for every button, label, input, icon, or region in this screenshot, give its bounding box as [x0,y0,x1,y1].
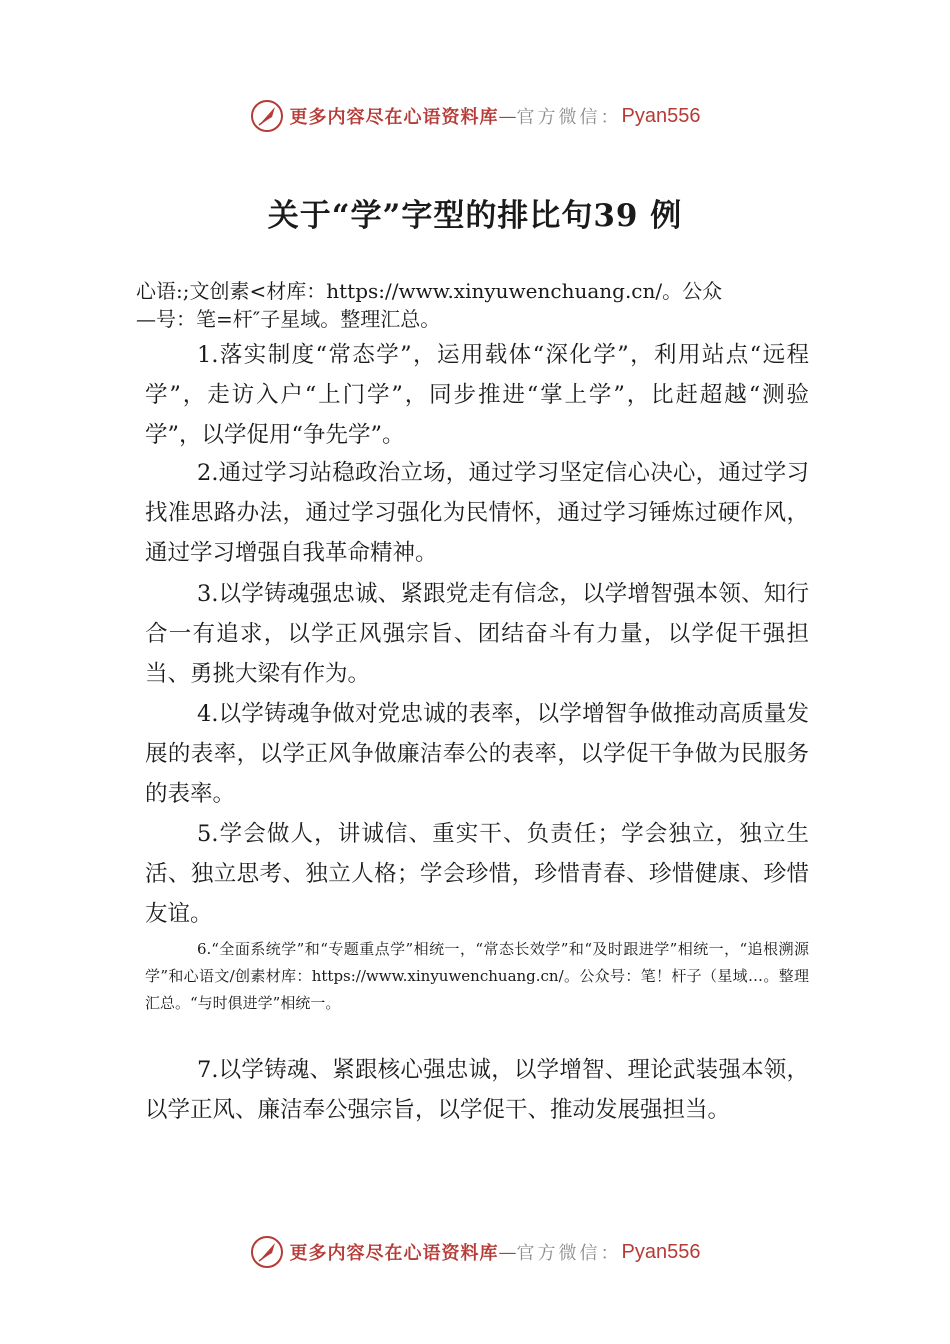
footer-banner-dash: — [498,1241,517,1263]
paragraph-6-text: 6.“全面系统学”和“专题重点学”相统一，“常态长效学”和“及时跟进学”相统一，“追根溯源学”和心语文/创素材库：https://www.xinyuwenchuang.cn/。公众号：笔！杆子（星域…。整理汇总。“与时俱进学”相统一。 [145,940,809,1012]
paragraph-3: 3.以学铸魂强忠诚、紧跟党走有信念，以学增智强本领、知行合一有追求，以学正风强宗旨、团结奋斗有力量，以学促干强担当、勇挑大梁有作为。 [145,581,809,687]
paragraph-5: 5.学会做人，讲诚信、重实干、负责任；学会独立，独立生活、独立思考、独立人格；学会珍惜，珍惜青春、珍惜健康、珍惜友谊。 [145,821,809,927]
header-banner [0,94,950,138]
paragraph-4: 4.以学铸魂争做对党忠诚的表率，以学增智争做推动高质量发展的表率，以学正风争做廉洁奉公的表率，以学促干争做为民服务的表率。 [145,701,809,807]
paragraph-2: 2.通过学习站稳政治立场，通过学习坚定信心决心，通过学习找准思路办法，通过学习强化为民情怀，通过学习锤炼过硬作风，通过学习增强自我革命精神。 [145,460,809,566]
banner-text: 更多内容尽在心语资料库 [289,107,499,128]
footer-banner [0,1230,950,1274]
footer-wechat-label: 官方微信： [516,1243,622,1264]
source-line-2: —号：笔=杆″子星域。整理汇总。 [136,307,441,331]
document-title: 关于“学”字型的排比句39 例 [267,198,683,234]
banner-wechat-id: Pyan556 [621,104,701,127]
banner-wechat-label: 官方微信： [516,107,622,128]
quill-logo-icon [250,1235,284,1269]
source-line-1: 心语:;文创素<材库：https://www.xinyuwenchuang.cn/。公众 [136,279,723,303]
banner-dash: — [498,105,517,127]
footer-banner-text: 更多内容尽在心语资料库 [289,1243,499,1264]
quill-logo-icon [250,99,284,133]
footer-wechat-id: Pyan556 [621,1240,701,1263]
paragraph-7: 7.以学铸魂、紧跟核心强忠诚，以学增智、理论武装强本领，以学正风、廉洁奉公强宗旨，以学促干、推动发展强担当。 [145,1057,809,1123]
paragraph-6 [145,936,809,1017]
paragraph-1: 1.落实制度“常态学”，运用载体“深化学”，利用站点“远程学”，走访入户“上门学”，同步推进“掌上学”，比赶超越“测验学”，以学促用“争先学”。 [145,342,809,448]
